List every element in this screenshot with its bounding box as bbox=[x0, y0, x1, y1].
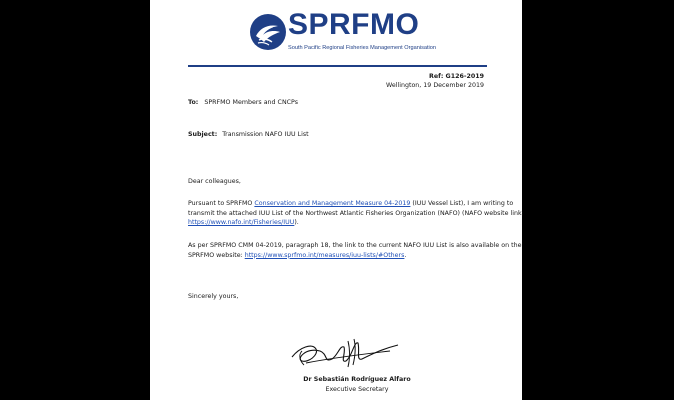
subject-label: Subject: bbox=[188, 131, 218, 138]
reference-number: Ref: G126-2019 bbox=[428, 73, 484, 80]
fish-wave-logo-icon bbox=[250, 14, 286, 50]
paragraph-1-line-3 bbox=[188, 218, 299, 228]
to-label: To: bbox=[188, 99, 199, 106]
letter-page bbox=[150, 0, 522, 400]
signer-title: Executive Secretary bbox=[325, 386, 389, 393]
recipient-line bbox=[188, 98, 298, 108]
to-value: SPRFMO Members and CNCPs bbox=[204, 99, 299, 106]
sprfmo-iuu-link[interactable]: https://www.sprfmo.int/measures/iuu-lists/#Others bbox=[244, 251, 405, 259]
p1-mid: (IUU Vessel List), I am writing to bbox=[410, 200, 514, 207]
nafo-iuu-link[interactable]: https://www.nafo.int/Fisheries/IUU bbox=[188, 219, 295, 226]
p2-pre: SPRFMO website: bbox=[188, 251, 245, 259]
place-date: Wellington, 19 December 2019 bbox=[386, 82, 484, 89]
org-full-name: South Pacific Regional Fisheries Management Organisation bbox=[288, 45, 437, 51]
handwritten-signature bbox=[286, 333, 416, 375]
signer-name: Dr Sebastián Rodríguez Alfaro bbox=[303, 376, 411, 383]
paragraph-1-line-2: transmit the attached IUU List of the Northwest Atlantic Fisheries Organization (NAFO) (NAFO website link: bbox=[188, 209, 524, 217]
closing: Sincerely yours, bbox=[188, 293, 239, 300]
org-acronym: SPRFMO bbox=[288, 8, 420, 41]
cmm-link[interactable]: Conservation and Management Measure 04-2019 bbox=[254, 200, 411, 207]
paragraph-1-line-1 bbox=[188, 199, 513, 209]
p2-post: . bbox=[404, 251, 407, 259]
p1-pre: Pursuant to SPRFMO bbox=[188, 200, 255, 207]
letterhead bbox=[150, 0, 522, 62]
greeting: Dear colleagues, bbox=[188, 178, 241, 185]
paragraph-2-line-1: As per SPRFMO CMM 04-2019, paragraph 18, the link to the current NAFO IUU List is also available on the bbox=[188, 242, 522, 249]
header-divider bbox=[188, 65, 487, 67]
subject-value: Transmission NAFO IUU List bbox=[222, 131, 309, 138]
paragraph-2-line-2 bbox=[188, 251, 406, 261]
p1-post: ). bbox=[294, 219, 299, 226]
subject-line bbox=[188, 130, 309, 140]
